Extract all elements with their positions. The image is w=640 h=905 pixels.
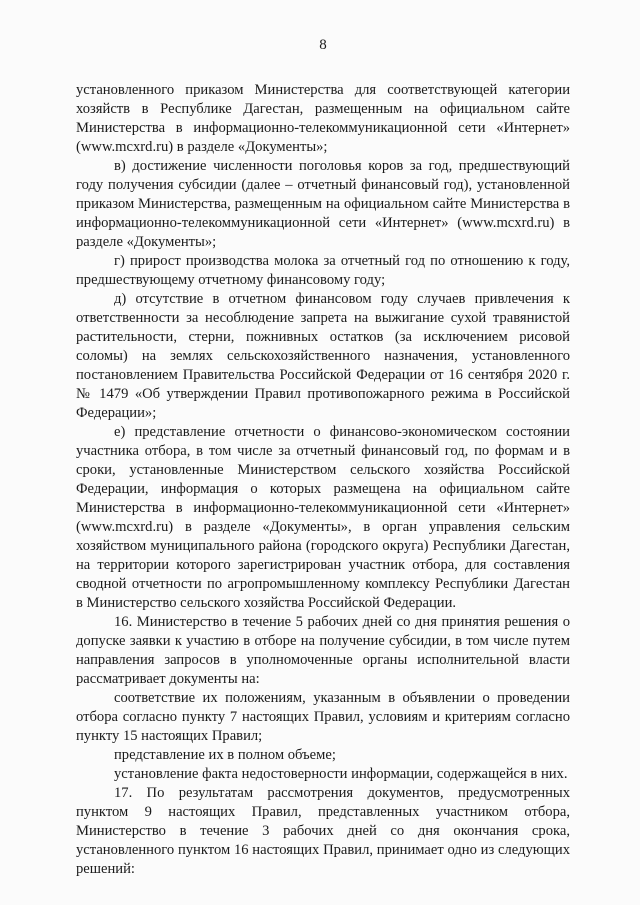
paragraph-clause-16-item-2: представление их в полном объеме;	[114, 747, 336, 763]
paragraph-clause-16-item-1: соответствие их положениям, указанным в объявлении о проведении отбора согласно пункту 7 настоящих Правил, условиям и критериям согласно пункту 15 настоящих Правил;	[76, 690, 570, 744]
paragraph-item-g: г) прирост производства молока за отчетный год по отношению к году, предшествующему отчетному финансовому году;	[76, 253, 570, 288]
page-number: 8	[319, 37, 327, 53]
paragraph-clause-16-item-3: установление факта недостоверности информации, содержащейся в них.	[114, 766, 568, 782]
paragraph-item-e: е) представление отчетности о финансово-экономическом состоянии участника отбора, в том числе за отчетный финансовый год, по формам и в сроки, установленные Министерством сельского хозяйства Российской Федерации, информация о которых размещена на официальном сайте Министерства в информационно-телекоммуникационной сети «Интернет» (www.mcxrd.ru) в разделе «Документы», в орган управления сельским хозяйством муниципального района (городского округа) Республики Дагестан, на территории которого зарегистрирован участник отбора, для составления сводной отчетности по агропромышленному комплексу Республики Дагестан в Министерство сельского хозяйства Российской Федерации.	[76, 424, 570, 611]
paragraph-clause-16: 16. Министерство в течение 5 рабочих дней со дня принятия решения о допуске заявки к участию в отборе на получение субсидии, в том числе путем направления запросов в уполномоченные органы исполнительной власти рассматривает документы на:	[76, 614, 570, 687]
paragraph-continuation: установленного приказом Министерства для соответствующей категории хозяйств в Республике Дагестан, размещенным на официальном сайте Министерства в информационно-телекоммуникационной сети «Интернет» (www.mcxrd.ru) в разделе «Документы»;	[76, 82, 570, 155]
paragraph-item-v: в) достижение численности поголовья коров за год, предшествующий году получения субсидии (далее – отчетный финансовый год), установленной приказом Министерства, размещенным на официальном сайте Министерства в информационно-телекоммуникационной сети «Интернет» (www.mcxrd.ru) в разделе «Документы»;	[76, 158, 570, 250]
paragraph-item-d: д) отсутствие в отчетном финансовом году случаев привлечения к ответственности за несоблюдение запрета на выжигание сухой травянистой растительности, стерни, пожнивных остатков (за исключением рисовой соломы) на землях сельскохозяйственного назначения, установленного постановлением Правительства Российской Федерации от 16 сентября 2020 г. № 1479 «Об утверждении Правил противопожарного режима в Российской Федерации»;	[76, 291, 570, 421]
paragraph-clause-17: 17. По результатам рассмотрения документов, предусмотренных пунктом 9 настоящих Правил, представленных участником отбора, Министерство в течение 3 рабочих дней со дня окончания срока, установленного пунктом 16 настоящих Правил, принимает одно из следующих решений:	[76, 785, 570, 877]
